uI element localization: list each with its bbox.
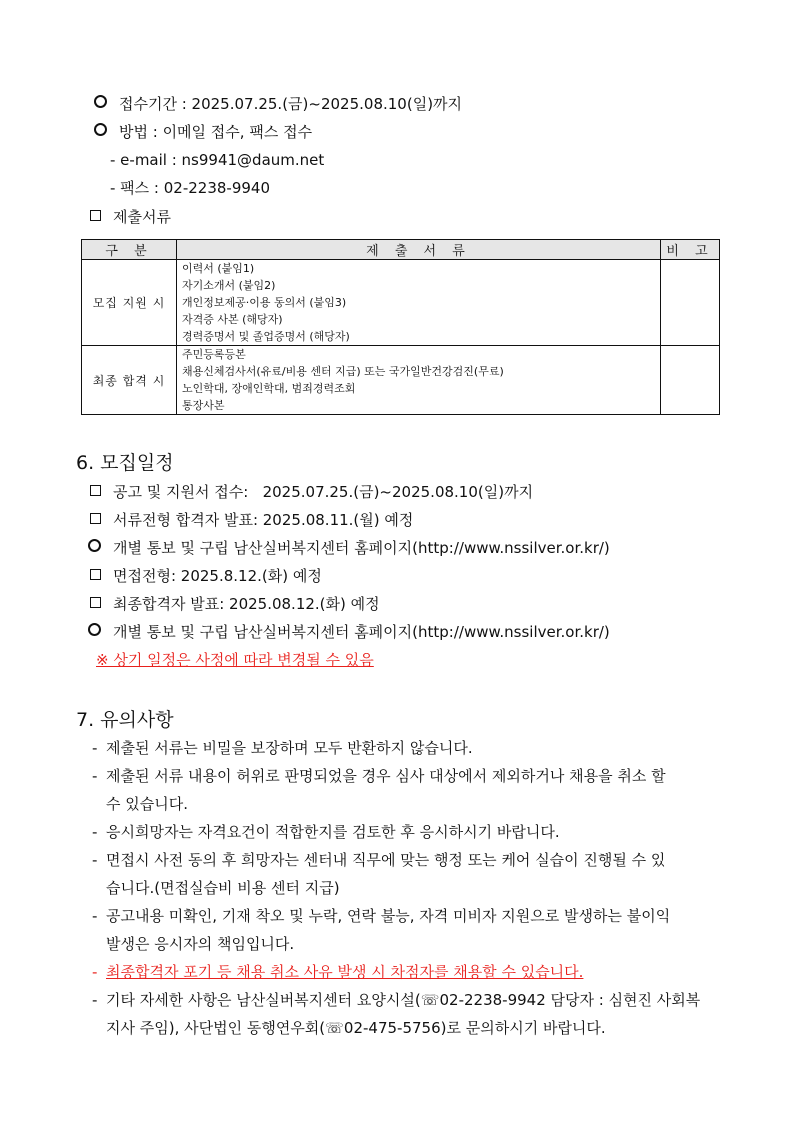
list-item: 경력증명서 및 졸업증명서 (해당자) <box>182 330 350 343</box>
list-item: - 제출된 서류 내용이 허위로 판명되었을 경우 심사 대상에서 제외하거나 채용을 취소 할 수 있습니다. <box>92 767 666 813</box>
row-category: 모집 지원 시 <box>82 260 177 346</box>
square-bullet-icon <box>90 513 101 524</box>
header-documents: 제 출 서 류 <box>177 240 661 260</box>
notes-list <box>92 734 732 1042</box>
application-period: 접수기간 : 2025.07.25.(금)~2025.08.10(일)까지 <box>94 94 462 114</box>
circle-bullet-icon <box>94 95 107 108</box>
schedule-item: 서류전형 합격자 발표: 2025.08.11.(월) 예정 <box>90 510 413 530</box>
square-bullet-icon <box>90 597 101 608</box>
list-item: 개인정보제공·이용 동의서 (붙임3) <box>182 296 347 309</box>
header-note: 비 고 <box>661 240 720 260</box>
row-items <box>177 346 661 415</box>
list-item: - 응시희망자는 자격요건이 적합한지를 검토한 후 응시하시기 바랍니다. <box>92 823 560 841</box>
row-items <box>177 260 661 346</box>
documents-title: 제출서류 <box>90 207 171 227</box>
schedule-item: 면접전형: 2025.8.12.(화) 예정 <box>90 566 322 586</box>
notes-heading: 7. 유의사항 <box>76 709 174 731</box>
circle-bullet-icon <box>94 123 107 136</box>
list-item: - 공고내용 미확인, 기재 착오 및 누락, 연락 불능, 자격 미비자 지원으로 발생하는 불이익 발생은 응시자의 책임입니다. <box>92 907 671 953</box>
schedule-item: 개별 통보 및 구립 남산실버복지센터 홈페이지(http://www.nssilver.or.kr/) <box>88 538 610 558</box>
schedule-item: 공고 및 지원서 접수: 2025.07.25.(금)~2025.08.10(일)까지 <box>90 482 533 502</box>
header-category: 구 분 <box>82 240 177 260</box>
list-item: - 기타 자세한 사항은 남산실버복지센터 요양시설(☏02-2238-9942 담당자 : 심현진 사회복 지사 주임), 사단법인 동행연우회(☏02-475-5756)로 문의하시기 바랍니다. <box>92 991 701 1037</box>
list-item: 자기소개서 (붙임2) <box>182 279 276 292</box>
square-bullet-icon <box>90 210 101 221</box>
schedule-item: 최종합격자 발표: 2025.08.12.(화) 예정 <box>90 594 380 614</box>
list-item: 통장사본 <box>182 399 225 412</box>
circle-bullet-icon <box>88 539 101 552</box>
application-method: 방법 : 이메일 접수, 팩스 접수 <box>94 122 312 142</box>
square-bullet-icon <box>90 485 101 496</box>
list-item: - 최종합격자 포기 등 채용 취소 사유 발생 시 차점자를 채용할 수 있습니다. <box>92 963 584 981</box>
table-row <box>82 260 720 346</box>
list-item: - 제출된 서류는 비밀을 보장하며 모두 반환하지 않습니다. <box>92 739 473 757</box>
table-row <box>82 346 720 415</box>
circle-bullet-icon <box>88 623 101 636</box>
row-note <box>661 260 720 346</box>
application-fax: - 팩스 : 02-2238-9940 <box>110 179 271 197</box>
schedule-item: 개별 통보 및 구립 남산실버복지센터 홈페이지(http://www.nssilver.or.kr/) <box>88 622 610 642</box>
list-item: 이력서 (붙임1) <box>182 262 255 275</box>
list-item: 채용신체검사서(유료/비용 센터 지급) 또는 국가일반건강검진(무료) <box>182 365 504 378</box>
list-item: 노인학대, 장애인학대, 범죄경력조회 <box>182 382 356 395</box>
application-email: - e-mail : ns9941@daum.net <box>110 151 325 169</box>
square-bullet-icon <box>90 569 101 580</box>
list-item: 자격증 사본 (해당자) <box>182 313 283 326</box>
list-item: 주민등록등본 <box>182 348 246 361</box>
list-item: - 면접시 사전 동의 후 희망자는 센터내 직무에 맞는 행정 또는 케어 실습이 진행될 수 있 습니다.(면접실습비 비용 센터 지급) <box>92 851 666 897</box>
row-note <box>661 346 720 415</box>
schedule-heading: 6. 모집일정 <box>76 452 174 474</box>
schedule-warning-note: ※ 상기 일정은 사정에 따라 변경될 수 있음 <box>96 651 374 669</box>
row-category: 최종 합격 시 <box>82 346 177 415</box>
documents-table <box>81 239 720 415</box>
table-header-row <box>82 240 720 260</box>
